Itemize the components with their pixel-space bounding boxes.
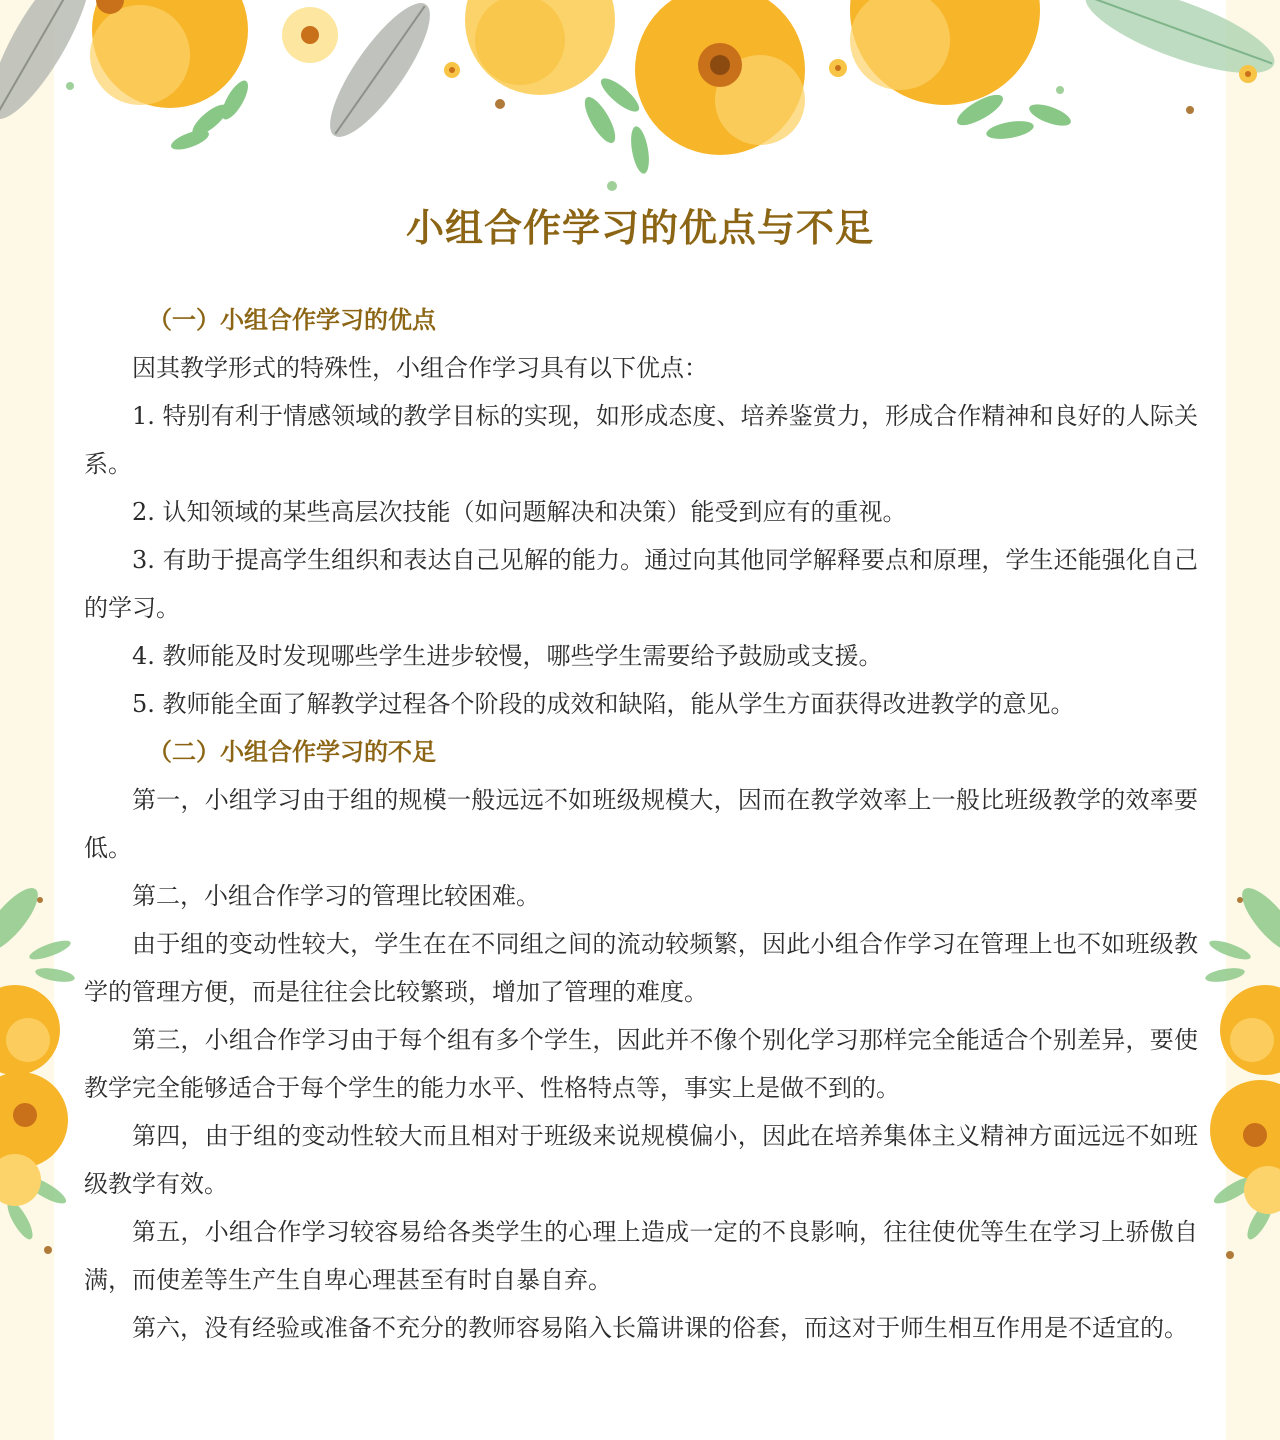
paragraph: 因其教学形式的特殊性，小组合作学习具有以下优点： bbox=[132, 354, 708, 382]
paragraph: 第五，小组合作学习较容易给各类学生的心理上造成一定的不良影响，往往使优等生在学习上骄傲自满，而使差等生产生自卑心理甚至有时自暴自弃。 bbox=[84, 1218, 1198, 1294]
article-body bbox=[84, 296, 1198, 1352]
list-item: 5. 教师能全面了解教学过程各个阶段的成效和缺陷，能从学生方面获得改进教学的意见。 bbox=[132, 690, 1075, 718]
paragraph: 第六，没有经验或准备不充分的教师容易陷入长篇讲课的俗套，而这对于师生相互作用是不适宜的。 bbox=[132, 1314, 1188, 1342]
flower-icon bbox=[635, 0, 805, 155]
paragraph: 第四，由于组的变动性较大而且相对于班级来说规模偏小，因此在培养集体主义精神方面远远不如班级教学有效。 bbox=[84, 1122, 1198, 1198]
paragraph: 第三，小组合作学习由于每个组有多个学生，因此并不像个别化学习那样完全能适合个别差异，要使教学完全能够适合于每个学生的能力水平、性格特点等，事实上是做不到的。 bbox=[84, 1026, 1198, 1102]
right-floral-decoration bbox=[1190, 880, 1280, 1280]
page-title: 小组合作学习的优点与不足 bbox=[405, 205, 874, 250]
list-item: 1. 特别有利于情感领域的教学目标的实现，如形成态度、培养鉴赏力，形成合作精神和良好的人际关系。 bbox=[84, 402, 1198, 478]
flower-icon bbox=[465, 0, 615, 95]
paragraph: 由于组的变动性较大，学生在在不同组之间的流动较频繁，因此小组合作学习在管理上也不如班级教学的管理方便，而是往往会比较繁琐，增加了管理的难度。 bbox=[84, 930, 1198, 1006]
flower-icon bbox=[0, 985, 68, 1206]
paragraph: 第一，小组学习由于组的规模一般远远不如班级规模大，因而在教学效率上一般比班级教学的效率要低。 bbox=[84, 786, 1198, 862]
flower-icon bbox=[850, 0, 1040, 105]
top-floral-decoration bbox=[0, 0, 1280, 200]
list-item: 4. 教师能及时发现哪些学生进步较慢，哪些学生需要给予鼓励或支援。 bbox=[132, 642, 883, 670]
section-heading-disadvantages: （二）小组合作学习的不足 bbox=[148, 737, 436, 766]
paragraph: 第二，小组合作学习的管理比较困难。 bbox=[132, 882, 540, 910]
list-item: 2. 认知领域的某些高层次技能（如问题解决和决策）能受到应有的重视。 bbox=[132, 498, 907, 526]
left-floral-decoration bbox=[0, 880, 90, 1280]
flower-icon bbox=[282, 7, 338, 63]
section-heading-advantages: （一）小组合作学习的优点 bbox=[148, 305, 436, 334]
flower-icon bbox=[90, 0, 248, 108]
list-item: 3. 有助于提高学生组织和表达自己见解的能力。通过向其他同学解释要点和原理，学生还能强化自己的学习。 bbox=[84, 546, 1198, 622]
